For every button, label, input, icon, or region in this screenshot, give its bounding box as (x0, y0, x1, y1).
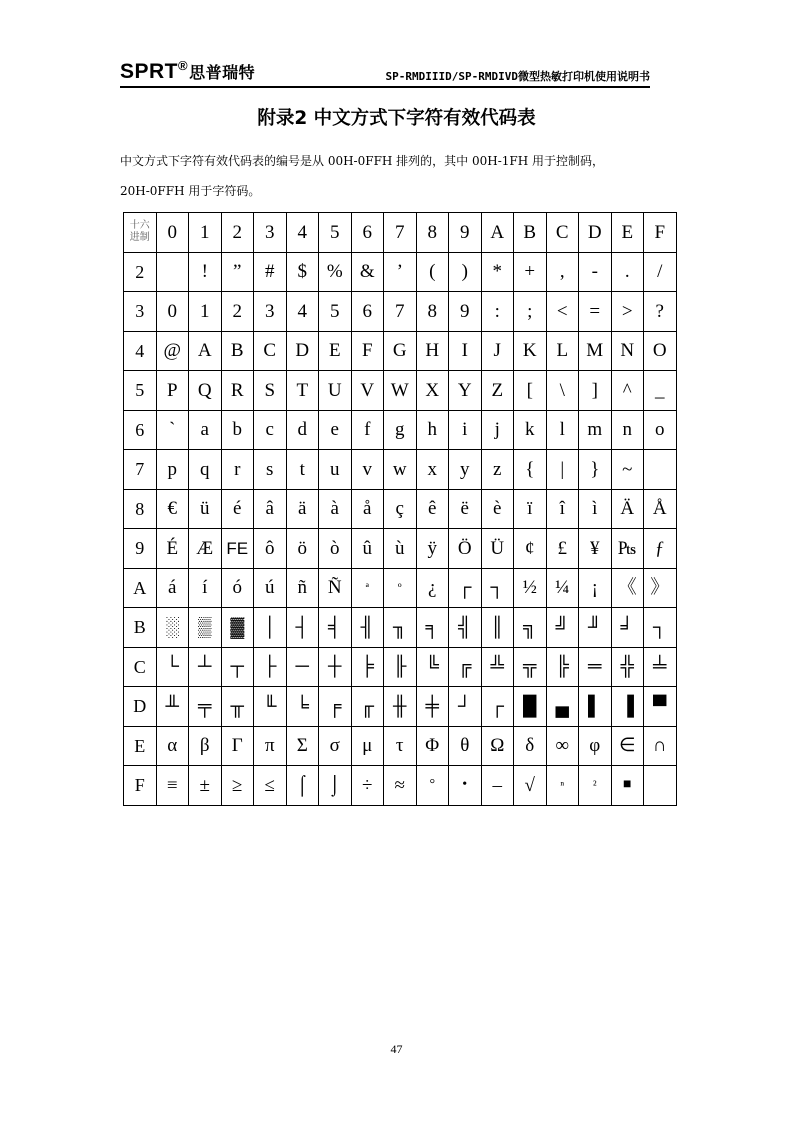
character-cell: φ (579, 726, 612, 766)
character-cell: ▐ (611, 687, 644, 727)
character-cell: n (611, 410, 644, 450)
character-cell: ¼ (546, 568, 579, 608)
character-cell: 1 (189, 292, 222, 332)
column-header: 2 (221, 213, 254, 253)
character-cell: ▓ (221, 608, 254, 648)
character-cell: # (254, 252, 287, 292)
character-cell: ┴ (189, 647, 222, 687)
character-cell: ═ (579, 647, 612, 687)
row-header: 5 (124, 371, 157, 411)
column-header: 7 (384, 213, 417, 253)
character-cell: € (156, 489, 189, 529)
character-cell: u (319, 450, 352, 490)
character-cell: ╡ (319, 608, 352, 648)
table-row (124, 647, 677, 687)
character-cell: P (156, 371, 189, 411)
brand-name: SPRT (120, 60, 179, 83)
table-row (124, 687, 677, 727)
character-cell: D (286, 331, 319, 371)
character-cell: y (449, 450, 482, 490)
character-cell: Φ (416, 726, 449, 766)
character-cell: ü (189, 489, 222, 529)
intro-paragraph (120, 146, 672, 206)
character-cell: z (481, 450, 514, 490)
character-cell: ╤ (189, 687, 222, 727)
character-cell: ¥ (579, 529, 612, 569)
column-header: C (546, 213, 579, 253)
character-cell: ░ (156, 608, 189, 648)
character-cell: ÷ (351, 766, 384, 806)
character-cell: 8 (416, 292, 449, 332)
character-cell: ¡ (579, 568, 612, 608)
character-cell: Y (449, 371, 482, 411)
character-cell: K (514, 331, 547, 371)
character-cell: B (221, 331, 254, 371)
column-header: 0 (156, 213, 189, 253)
character-cell: ╩ (481, 647, 514, 687)
corner-label-line: 进制 (129, 232, 150, 244)
character-cell: } (579, 450, 612, 490)
character-cell: e (319, 410, 352, 450)
column-header: 3 (254, 213, 287, 253)
character-cell: ² (579, 766, 612, 806)
character-cell: b (221, 410, 254, 450)
character-cell: % (319, 252, 352, 292)
character-cell: ╥ (221, 687, 254, 727)
character-cell: J (481, 331, 514, 371)
table-row (124, 450, 677, 490)
character-cell: ñ (286, 568, 319, 608)
character-cell: é (221, 489, 254, 529)
character-cell: É (156, 529, 189, 569)
character-cell: - (579, 252, 612, 292)
table-row (124, 568, 677, 608)
character-cell: R (221, 371, 254, 411)
character-cell: ! (189, 252, 222, 292)
character-cell: = (579, 292, 612, 332)
character-cell: Ñ (319, 568, 352, 608)
character-cell: ╬ (611, 647, 644, 687)
character-cell: ≡ (156, 766, 189, 806)
row-header: 2 (124, 252, 157, 292)
table-row (124, 292, 677, 332)
character-cell: 2 (221, 292, 254, 332)
row-header: 9 (124, 529, 157, 569)
character-cell: ╝ (546, 608, 579, 648)
character-cell: i (449, 410, 482, 450)
character-cell: [ (514, 371, 547, 411)
character-cell: ▒ (189, 608, 222, 648)
character-cell: è (481, 489, 514, 529)
row-header: B (124, 608, 157, 648)
character-cell: ╞ (351, 647, 384, 687)
character-cell: î (546, 489, 579, 529)
character-cell: Å (644, 489, 677, 529)
character-cell: ┘ (449, 687, 482, 727)
character-cell: δ (514, 726, 547, 766)
character-cell: ∞ (546, 726, 579, 766)
character-cell: £ (546, 529, 579, 569)
character-cell: σ (319, 726, 352, 766)
character-cell: ⌠ (286, 766, 319, 806)
page-number: 47 (390, 1042, 403, 1056)
character-cell: $ (286, 252, 319, 292)
character-cell: k (514, 410, 547, 450)
row-header: 7 (124, 450, 157, 490)
character-cell: w (384, 450, 417, 490)
column-header: D (579, 213, 612, 253)
character-cell: μ (351, 726, 384, 766)
character-cell: Γ (221, 726, 254, 766)
table-header-row (124, 213, 677, 253)
character-cell: – (481, 766, 514, 806)
character-cell: X (416, 371, 449, 411)
character-cell: V (351, 371, 384, 411)
character-cell: â (254, 489, 287, 529)
character-cell: ” (221, 252, 254, 292)
character-cell: á (156, 568, 189, 608)
character-cell: ├ (254, 647, 287, 687)
character-cell: U (319, 371, 352, 411)
character-cell: > (611, 292, 644, 332)
character-cell: ë (449, 489, 482, 529)
character-cell: ] (579, 371, 612, 411)
character-cell: β (189, 726, 222, 766)
character-cell: I (449, 331, 482, 371)
code-table-body (124, 213, 677, 806)
character-cell: N (611, 331, 644, 371)
character-cell: ú (254, 568, 287, 608)
character-cell: ç (384, 489, 417, 529)
character-cell: ╕ (416, 608, 449, 648)
table-row (124, 410, 677, 450)
character-cell: ╒ (319, 687, 352, 727)
registered-mark: ® (178, 58, 189, 73)
character-cell: : (481, 292, 514, 332)
character-cell: ó (221, 568, 254, 608)
character-cell: ≈ (384, 766, 417, 806)
character-cell: ( (416, 252, 449, 292)
character-cell: ▌ (579, 687, 612, 727)
character-cell: ─ (286, 647, 319, 687)
character-cell: ┬ (221, 647, 254, 687)
character-cell: ÿ (416, 529, 449, 569)
character-cell: W (384, 371, 417, 411)
character-cell: G (384, 331, 417, 371)
column-header: F (644, 213, 677, 253)
character-cell: ╧ (644, 647, 677, 687)
character-cell: í (189, 568, 222, 608)
character-cell: c (254, 410, 287, 450)
character-cell: / (644, 252, 677, 292)
table-row (124, 489, 677, 529)
character-cell: | (546, 450, 579, 490)
character-cell: Ö (449, 529, 482, 569)
character-cell: ╢ (351, 608, 384, 648)
character-code-table (123, 212, 677, 806)
table-row (124, 726, 677, 766)
character-cell: ¿ (416, 568, 449, 608)
character-cell: ≤ (254, 766, 287, 806)
character-cell: \ (546, 371, 579, 411)
character-cell: 5 (319, 292, 352, 332)
character-cell: • (449, 766, 482, 806)
character-cell: * (481, 252, 514, 292)
character-cell: , (546, 252, 579, 292)
column-header: 5 (319, 213, 352, 253)
character-cell: ½ (514, 568, 547, 608)
table-row (124, 766, 677, 806)
character-cell: l (546, 410, 579, 450)
brand-logo (120, 58, 255, 84)
character-cell: Æ (189, 529, 222, 569)
character-cell: Q (189, 371, 222, 411)
corner-label-line: 十六 (129, 220, 150, 232)
character-cell: ╪ (416, 687, 449, 727)
character-cell: & (351, 252, 384, 292)
character-cell: ? (644, 292, 677, 332)
character-cell: ô (254, 529, 287, 569)
character-cell: ò (319, 529, 352, 569)
character-cell: . (611, 252, 644, 292)
row-header: D (124, 687, 157, 727)
character-cell: û (351, 529, 384, 569)
character-cell (156, 252, 189, 292)
character-cell: q (189, 450, 222, 490)
character-cell: C (254, 331, 287, 371)
table-row (124, 252, 677, 292)
character-cell: Ä (611, 489, 644, 529)
character-cell: ) (449, 252, 482, 292)
character-cell: Z (481, 371, 514, 411)
table-row (124, 529, 677, 569)
row-header: 4 (124, 331, 157, 371)
character-cell: ╜ (579, 608, 612, 648)
character-cell: 3 (254, 292, 287, 332)
character-cell: Σ (286, 726, 319, 766)
character-cell: Ü (481, 529, 514, 569)
character-cell: ■ (611, 766, 644, 806)
character-cell: ₧ (611, 529, 644, 569)
character-cell: ║ (481, 608, 514, 648)
character-cell: ╠ (546, 647, 579, 687)
character-cell: √ (514, 766, 547, 806)
character-cell: O (644, 331, 677, 371)
character-cell: _ (644, 371, 677, 411)
character-cell: ì (579, 489, 612, 529)
character-cell: A (189, 331, 222, 371)
character-cell: f (351, 410, 384, 450)
column-header: B (514, 213, 547, 253)
column-header: 4 (286, 213, 319, 253)
column-header: 6 (351, 213, 384, 253)
character-cell: FE (221, 529, 254, 569)
table-row (124, 608, 677, 648)
character-cell: ≥ (221, 766, 254, 806)
character-cell: å (351, 489, 384, 529)
character-cell: █ (514, 687, 547, 727)
character-cell: ä (286, 489, 319, 529)
character-cell: a (189, 410, 222, 450)
character-cell: ╟ (384, 647, 417, 687)
row-header: 6 (124, 410, 157, 450)
character-cell: ╨ (156, 687, 189, 727)
character-cell: 》 (644, 568, 677, 608)
brand-name-cn: 思普瑞特 (189, 63, 256, 82)
character-cell: ⌡ (319, 766, 352, 806)
character-cell (644, 450, 677, 490)
character-cell: ┼ (319, 647, 352, 687)
character-cell: θ (449, 726, 482, 766)
table-row (124, 371, 677, 411)
character-cell: x (416, 450, 449, 490)
character-cell: α (156, 726, 189, 766)
character-cell: ê (416, 489, 449, 529)
character-cell (644, 766, 677, 806)
character-cell: ^ (611, 371, 644, 411)
character-cell: < (546, 292, 579, 332)
character-cell: ╔ (449, 647, 482, 687)
page-title: 附录2 中文方式下字符有效代码表 (257, 108, 536, 129)
table-row (124, 331, 677, 371)
character-cell: ö (286, 529, 319, 569)
character-cell: p (156, 450, 189, 490)
character-cell: ╛ (611, 608, 644, 648)
column-header: 8 (416, 213, 449, 253)
character-cell: 7 (384, 292, 417, 332)
character-cell: ┐ (644, 608, 677, 648)
row-header: C (124, 647, 157, 687)
character-cell: ∈ (611, 726, 644, 766)
character-cell: d (286, 410, 319, 450)
character-cell: ╘ (286, 687, 319, 727)
character-cell: ’ (384, 252, 417, 292)
character-cell: g (384, 410, 417, 450)
character-cell: ╦ (514, 647, 547, 687)
character-cell: F (351, 331, 384, 371)
character-cell: ¢ (514, 529, 547, 569)
character-cell: ╚ (416, 647, 449, 687)
row-header: 8 (124, 489, 157, 529)
character-cell: S (254, 371, 287, 411)
character-cell: 6 (351, 292, 384, 332)
character-cell: 《 (611, 568, 644, 608)
character-cell: 9 (449, 292, 482, 332)
character-cell: ▄ (546, 687, 579, 727)
character-cell: L (546, 331, 579, 371)
character-cell: º (384, 568, 417, 608)
character-cell: ï (514, 489, 547, 529)
character-cell: Ω (481, 726, 514, 766)
character-cell: ┐ (481, 568, 514, 608)
character-cell: E (319, 331, 352, 371)
character-cell: ╓ (351, 687, 384, 727)
character-cell: j (481, 410, 514, 450)
character-cell: 0 (156, 292, 189, 332)
character-cell: ù (384, 529, 417, 569)
page-header (120, 58, 650, 88)
character-cell: ▀ (644, 687, 677, 727)
row-header: 3 (124, 292, 157, 332)
character-cell: ╗ (514, 608, 547, 648)
column-header: 1 (189, 213, 222, 253)
character-cell: { (514, 450, 547, 490)
column-header: 9 (449, 213, 482, 253)
column-header: A (481, 213, 514, 253)
character-cell: ° (416, 766, 449, 806)
document-title: SP-RMDIIID/SP-RMDIVD微型热敏打印机使用说明书 (385, 70, 650, 83)
character-cell: ª (351, 568, 384, 608)
character-cell: h (416, 410, 449, 450)
character-cell: + (514, 252, 547, 292)
character-cell: r (221, 450, 254, 490)
character-cell: @ (156, 331, 189, 371)
row-header: A (124, 568, 157, 608)
character-cell: ; (514, 292, 547, 332)
character-cell: H (416, 331, 449, 371)
character-cell: │ (254, 608, 287, 648)
column-header: E (611, 213, 644, 253)
character-cell: M (579, 331, 612, 371)
character-cell: ┤ (286, 608, 319, 648)
character-cell: ∩ (644, 726, 677, 766)
intro-line-1: 中文方式下字符有效代码表的编号是从 00H-0FFH 排列的，其中 00H-1FH 用于控制码， (120, 154, 605, 168)
character-cell: ┌ (449, 568, 482, 608)
character-cell: m (579, 410, 612, 450)
character-cell: o (644, 410, 677, 450)
character-cell: v (351, 450, 384, 490)
character-cell: τ (384, 726, 417, 766)
character-cell: ┌ (481, 687, 514, 727)
character-cell: π (254, 726, 287, 766)
character-cell: ╙ (254, 687, 287, 727)
character-cell: 4 (286, 292, 319, 332)
character-cell: s (254, 450, 287, 490)
character-cell: ⁿ (546, 766, 579, 806)
row-header: F (124, 766, 157, 806)
row-header: E (124, 726, 157, 766)
intro-line-2: 20H-0FFH 用于字符码。 (120, 184, 261, 198)
character-cell: ╣ (449, 608, 482, 648)
character-cell: ╖ (384, 608, 417, 648)
table-corner-label (124, 213, 157, 253)
character-cell: ╫ (384, 687, 417, 727)
character-cell: ~ (611, 450, 644, 490)
character-cell: t (286, 450, 319, 490)
character-cell: à (319, 489, 352, 529)
character-cell: T (286, 371, 319, 411)
character-cell: ` (156, 410, 189, 450)
character-cell: ƒ (644, 529, 677, 569)
character-cell: └ (156, 647, 189, 687)
character-cell: ± (189, 766, 222, 806)
